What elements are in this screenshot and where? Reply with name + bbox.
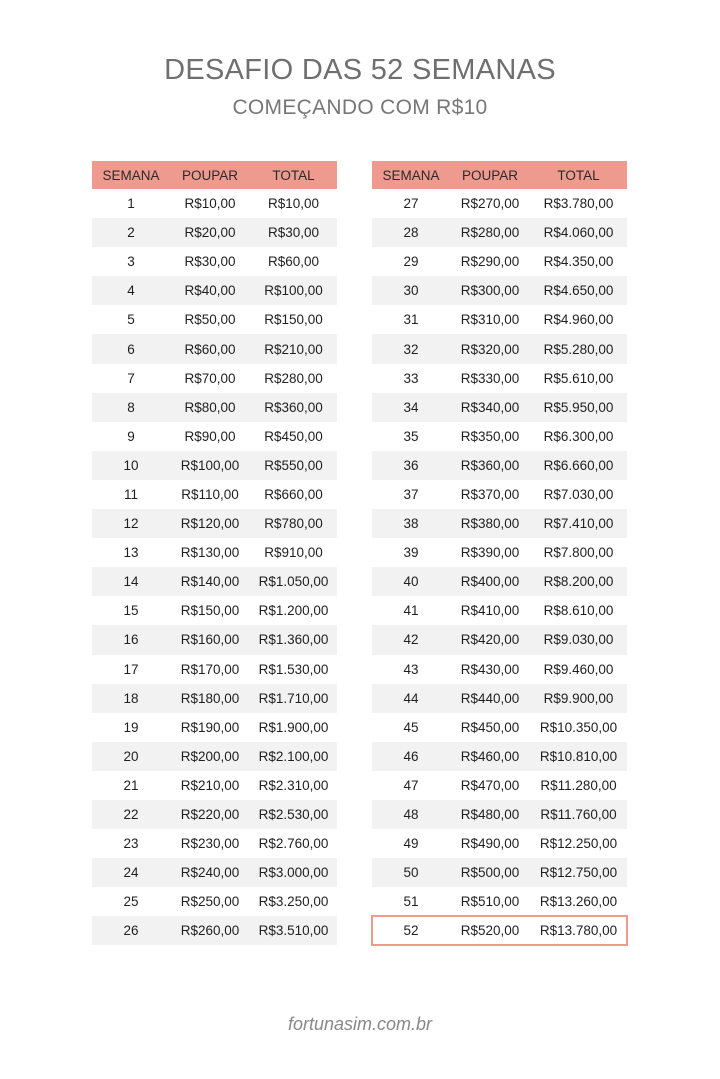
total-cell: R$2.100,00 bbox=[258, 748, 329, 764]
table-row bbox=[372, 218, 627, 247]
total-cell: R$100,00 bbox=[264, 283, 323, 299]
save-cell: R$30,00 bbox=[184, 254, 236, 270]
week-cell: 37 bbox=[403, 486, 419, 502]
total-cell: R$11.280,00 bbox=[540, 777, 617, 793]
total-cell: R$7.030,00 bbox=[543, 486, 614, 502]
save-cell: R$420,00 bbox=[460, 632, 520, 648]
table-row bbox=[372, 189, 627, 218]
week-cell: 31 bbox=[403, 312, 419, 328]
table-row bbox=[92, 567, 337, 596]
total-cell: R$1.200,00 bbox=[258, 603, 329, 619]
total-cell: R$550,00 bbox=[264, 457, 323, 473]
week-cell: 28 bbox=[403, 225, 419, 241]
total-cell: R$3.000,00 bbox=[258, 865, 329, 881]
week-cell: 8 bbox=[127, 399, 135, 415]
week-cell: 23 bbox=[123, 836, 139, 852]
save-cell: R$330,00 bbox=[460, 370, 520, 386]
total-cell: R$12.750,00 bbox=[539, 865, 618, 881]
total-cell: R$3.510,00 bbox=[258, 923, 329, 939]
week-cell: 36 bbox=[403, 457, 419, 473]
table-row bbox=[92, 218, 337, 247]
save-cell: R$260,00 bbox=[180, 923, 240, 939]
week-cell: 42 bbox=[403, 632, 419, 648]
table-row bbox=[92, 509, 337, 538]
total-cell: R$780,00 bbox=[264, 516, 323, 532]
save-cell: R$130,00 bbox=[180, 545, 240, 561]
total-cell: R$1.360,00 bbox=[258, 632, 329, 648]
week-cell: 50 bbox=[403, 865, 419, 881]
table-row bbox=[372, 655, 627, 684]
week-cell: 47 bbox=[403, 777, 419, 793]
total-cell: R$6.300,00 bbox=[543, 428, 614, 444]
week-cell: 19 bbox=[123, 719, 139, 735]
save-cell: R$110,00 bbox=[181, 486, 239, 502]
week-cell: 24 bbox=[123, 865, 139, 881]
table-row bbox=[92, 451, 337, 480]
week-cell: 15 bbox=[123, 603, 139, 619]
header-total: TOTAL bbox=[557, 167, 600, 183]
week-cell: 27 bbox=[403, 196, 419, 212]
week-cell: 13 bbox=[123, 545, 139, 561]
table-row bbox=[92, 189, 337, 218]
total-cell: R$10.810,00 bbox=[539, 748, 618, 764]
table-row bbox=[92, 887, 337, 916]
table-right bbox=[372, 161, 627, 945]
table-row bbox=[372, 364, 627, 393]
header-semana: SEMANA bbox=[382, 167, 440, 183]
save-cell: R$190,00 bbox=[180, 719, 240, 735]
total-cell: R$660,00 bbox=[264, 486, 323, 502]
table-row bbox=[92, 625, 337, 654]
total-cell: R$4.350,00 bbox=[543, 254, 614, 270]
total-cell: R$11.760,00 bbox=[540, 807, 617, 823]
total-cell: R$1.530,00 bbox=[258, 661, 329, 677]
save-cell: R$200,00 bbox=[180, 748, 240, 764]
table-row bbox=[92, 334, 337, 363]
table-row bbox=[92, 829, 337, 858]
week-cell: 18 bbox=[123, 690, 139, 706]
table-row bbox=[372, 742, 627, 771]
table-row bbox=[372, 247, 627, 276]
total-cell: R$4.060,00 bbox=[543, 225, 614, 241]
total-cell: R$2.310,00 bbox=[258, 777, 329, 793]
table-row bbox=[372, 422, 627, 451]
table-row bbox=[372, 538, 627, 567]
save-cell: R$60,00 bbox=[184, 341, 236, 357]
total-cell: R$210,00 bbox=[264, 341, 323, 357]
week-cell: 11 bbox=[123, 486, 138, 502]
week-cell: 41 bbox=[403, 603, 419, 619]
save-cell: R$140,00 bbox=[180, 574, 240, 590]
table-row bbox=[372, 596, 627, 625]
save-cell: R$280,00 bbox=[460, 225, 520, 241]
table-row bbox=[92, 916, 337, 945]
header-semana: SEMANA bbox=[102, 167, 160, 183]
table-row bbox=[92, 247, 337, 276]
week-cell: 48 bbox=[403, 807, 419, 823]
save-cell: R$340,00 bbox=[460, 399, 520, 415]
total-cell: R$7.410,00 bbox=[543, 516, 614, 532]
total-cell: R$1.900,00 bbox=[258, 719, 329, 735]
table-left bbox=[92, 161, 337, 945]
week-cell: 40 bbox=[403, 574, 419, 590]
save-cell: R$360,00 bbox=[460, 457, 520, 473]
week-cell: 21 bbox=[123, 777, 139, 793]
week-cell: 2 bbox=[127, 225, 135, 241]
week-cell: 7 bbox=[127, 370, 135, 386]
table-row bbox=[92, 655, 337, 684]
save-cell: R$290,00 bbox=[460, 254, 520, 270]
save-cell: R$40,00 bbox=[184, 283, 236, 299]
week-cell: 20 bbox=[123, 748, 139, 764]
save-cell: R$250,00 bbox=[180, 894, 240, 910]
save-cell: R$410,00 bbox=[460, 603, 520, 619]
total-cell: R$7.800,00 bbox=[543, 545, 614, 561]
save-cell: R$450,00 bbox=[460, 719, 520, 735]
save-cell: R$180,00 bbox=[180, 690, 240, 706]
table-row bbox=[372, 916, 627, 945]
total-cell: R$6.660,00 bbox=[543, 457, 614, 473]
save-cell: R$240,00 bbox=[180, 865, 240, 881]
total-cell: R$1.050,00 bbox=[258, 574, 329, 590]
table-row bbox=[372, 684, 627, 713]
table-row bbox=[372, 625, 627, 654]
save-cell: R$120,00 bbox=[180, 516, 240, 532]
week-cell: 14 bbox=[123, 574, 139, 590]
save-cell: R$520,00 bbox=[460, 923, 520, 939]
save-cell: R$10,00 bbox=[184, 196, 236, 212]
table-row bbox=[92, 858, 337, 887]
save-cell: R$100,00 bbox=[180, 457, 240, 473]
total-cell: R$9.900,00 bbox=[543, 690, 614, 706]
table-row bbox=[372, 887, 627, 916]
save-cell: R$370,00 bbox=[460, 486, 520, 502]
save-cell: R$500,00 bbox=[460, 865, 520, 881]
save-cell: R$210,00 bbox=[180, 777, 240, 793]
table-row bbox=[372, 800, 627, 829]
week-cell: 1 bbox=[127, 196, 135, 212]
page-title: DESAFIO DAS 52 SEMANAS bbox=[164, 54, 556, 86]
week-cell: 32 bbox=[403, 341, 419, 357]
total-cell: R$360,00 bbox=[264, 399, 323, 415]
week-cell: 26 bbox=[123, 923, 139, 939]
total-cell: R$30,00 bbox=[267, 225, 320, 241]
save-cell: R$390,00 bbox=[460, 545, 520, 561]
total-cell: R$8.610,00 bbox=[543, 603, 614, 619]
save-cell: R$150,00 bbox=[180, 603, 240, 619]
table-row bbox=[372, 276, 627, 305]
week-cell: 35 bbox=[403, 428, 419, 444]
week-cell: 5 bbox=[127, 312, 135, 328]
week-cell: 16 bbox=[123, 632, 139, 648]
save-cell: R$50,00 bbox=[184, 312, 236, 328]
header-total: TOTAL bbox=[272, 167, 315, 183]
week-cell: 30 bbox=[403, 283, 419, 299]
week-cell: 49 bbox=[403, 836, 419, 852]
save-cell: R$400,00 bbox=[460, 574, 520, 590]
total-cell: R$4.960,00 bbox=[543, 312, 614, 328]
table-row bbox=[92, 713, 337, 742]
table-row bbox=[92, 538, 337, 567]
week-cell: 25 bbox=[123, 894, 139, 910]
save-cell: R$80,00 bbox=[184, 399, 236, 415]
save-cell: R$170,00 bbox=[180, 661, 240, 677]
total-cell: R$10,00 bbox=[267, 196, 320, 212]
total-cell: R$3.780,00 bbox=[543, 196, 614, 212]
table-row bbox=[372, 509, 627, 538]
total-cell: R$910,00 bbox=[264, 545, 323, 561]
save-cell: R$470,00 bbox=[460, 777, 520, 793]
header-poupar: POUPAR bbox=[181, 167, 238, 183]
save-cell: R$460,00 bbox=[460, 748, 520, 764]
week-cell: 6 bbox=[127, 341, 135, 357]
save-cell: R$310,00 bbox=[460, 312, 520, 328]
total-cell: R$9.030,00 bbox=[543, 632, 614, 648]
save-cell: R$510,00 bbox=[460, 894, 520, 910]
table-header bbox=[372, 161, 627, 189]
table-row bbox=[92, 742, 337, 771]
table-row bbox=[92, 393, 337, 422]
total-cell: R$450,00 bbox=[264, 428, 323, 444]
table-row bbox=[92, 422, 337, 451]
total-cell: R$13.780,00 bbox=[539, 923, 618, 939]
table-row bbox=[372, 829, 627, 858]
week-cell: 34 bbox=[403, 399, 419, 415]
table-row bbox=[372, 771, 627, 800]
footer-website: fortunasim.com.br bbox=[287, 1014, 433, 1034]
table-body bbox=[372, 189, 627, 945]
total-cell: R$60,00 bbox=[267, 254, 320, 270]
week-cell: 33 bbox=[403, 370, 419, 386]
week-cell: 9 bbox=[127, 428, 135, 444]
total-cell: R$12.250,00 bbox=[539, 836, 618, 852]
save-cell: R$70,00 bbox=[184, 370, 236, 386]
total-cell: R$10.350,00 bbox=[539, 719, 618, 735]
table-row bbox=[92, 800, 337, 829]
week-cell: 22 bbox=[123, 807, 139, 823]
table-row bbox=[372, 334, 627, 363]
total-cell: R$13.260,00 bbox=[539, 894, 618, 910]
week-cell: 52 bbox=[403, 923, 419, 939]
week-cell: 17 bbox=[123, 661, 139, 677]
week-cell: 3 bbox=[127, 254, 135, 270]
week-cell: 10 bbox=[123, 457, 139, 473]
total-cell: R$150,00 bbox=[264, 312, 323, 328]
table-row bbox=[92, 684, 337, 713]
header-poupar: POUPAR bbox=[461, 167, 518, 183]
save-cell: R$230,00 bbox=[180, 836, 240, 852]
total-cell: R$5.950,00 bbox=[543, 399, 614, 415]
total-cell: R$2.530,00 bbox=[258, 807, 329, 823]
week-cell: 29 bbox=[403, 254, 419, 270]
table-row bbox=[372, 305, 627, 334]
total-cell: R$5.280,00 bbox=[543, 341, 614, 357]
save-cell: R$430,00 bbox=[460, 661, 520, 677]
save-cell: R$380,00 bbox=[460, 516, 520, 532]
save-cell: R$90,00 bbox=[184, 428, 236, 444]
table-row bbox=[92, 305, 337, 334]
table-row bbox=[372, 451, 627, 480]
total-cell: R$5.610,00 bbox=[543, 370, 614, 386]
save-cell: R$490,00 bbox=[460, 836, 520, 852]
save-cell: R$160,00 bbox=[180, 632, 240, 648]
week-cell: 43 bbox=[403, 661, 419, 677]
total-cell: R$9.460,00 bbox=[543, 661, 614, 677]
save-cell: R$480,00 bbox=[460, 807, 520, 823]
total-cell: R$8.200,00 bbox=[543, 574, 614, 590]
week-cell: 44 bbox=[403, 690, 419, 706]
save-cell: R$220,00 bbox=[180, 807, 240, 823]
week-cell: 51 bbox=[403, 894, 419, 910]
table-row bbox=[92, 771, 337, 800]
total-cell: R$3.250,00 bbox=[258, 894, 329, 910]
week-cell: 46 bbox=[403, 748, 419, 764]
week-cell: 39 bbox=[403, 545, 419, 561]
save-cell: R$270,00 bbox=[460, 196, 520, 212]
total-cell: R$1.710,00 bbox=[258, 690, 329, 706]
page-subtitle: COMEÇANDO COM R$10 bbox=[232, 96, 488, 119]
week-cell: 12 bbox=[123, 516, 139, 532]
table-body bbox=[92, 189, 337, 945]
total-cell: R$2.760,00 bbox=[258, 836, 329, 852]
table-row bbox=[372, 858, 627, 887]
table-header bbox=[92, 161, 337, 189]
table-row bbox=[92, 596, 337, 625]
week-cell: 45 bbox=[403, 719, 419, 735]
save-cell: R$20,00 bbox=[184, 225, 236, 241]
table-row bbox=[372, 713, 627, 742]
table-row bbox=[372, 480, 627, 509]
week-cell: 38 bbox=[403, 516, 419, 532]
table-row bbox=[372, 393, 627, 422]
save-cell: R$440,00 bbox=[460, 690, 520, 706]
table-row bbox=[92, 276, 337, 305]
save-cell: R$350,00 bbox=[460, 428, 520, 444]
table-row bbox=[92, 480, 337, 509]
save-cell: R$320,00 bbox=[460, 341, 520, 357]
table-row bbox=[92, 364, 337, 393]
total-cell: R$280,00 bbox=[264, 370, 323, 386]
save-cell: R$300,00 bbox=[460, 283, 520, 299]
week-cell: 4 bbox=[127, 283, 135, 299]
table-row bbox=[372, 567, 627, 596]
total-cell: R$4.650,00 bbox=[543, 283, 614, 299]
